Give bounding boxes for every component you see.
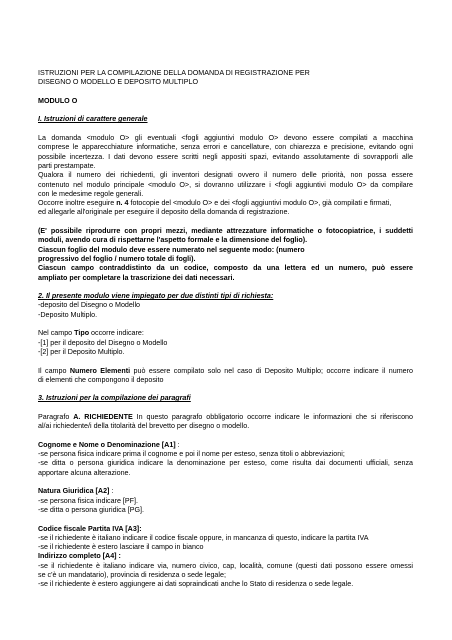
- tipo-item-1: -[1] per il deposito del Disegno o Modello: [38, 338, 168, 347]
- bold-note-line-5: Ciascun campo contraddistinto da un codice, composto da una lettera ed un numero, può essere: [38, 264, 413, 273]
- tipo-text-a: Nel campo: [38, 329, 75, 338]
- para-3-text-c: fotocopie del <modulo O> e dei <fogli aggiuntivi modulo O>, già compilati e firmati,: [128, 199, 392, 208]
- tipo-text-bold: Tipo: [74, 329, 90, 338]
- a3-line-1: -se il richiedente è italiano indicare il codice fiscale oppure, in mancanza di questo, indicare la partita IVA: [38, 533, 369, 542]
- section-1-para-2-line-2: contenuto nel modulo principale <modulo O>, si dovranno utilizzare i <fogli aggiuntivi modulo O> da compilare: [38, 180, 413, 189]
- section-1-para-1-line-3: possibile incertezza. I dati devono essere scritti negli appositi spazi, evitando assolutamente di sovrapporli alle: [38, 152, 413, 161]
- section-2-heading: 2. Il presente modulo viene impiegato per due distinti tipi di richiesta:: [38, 292, 274, 301]
- a2-line-2: -se ditta o persona giuridica [PG].: [38, 505, 144, 514]
- bold-note-line-3: Ciascun foglio del modulo deve essere numerato nel seguente modo: (numero: [38, 245, 305, 254]
- section-1-heading: I. Istruzioni di carattere generale: [38, 115, 148, 124]
- numero-elementi-line-2: di elementi che compongono il deposito: [38, 375, 164, 384]
- a2-heading-colon: :: [109, 487, 114, 496]
- section-2-item-2: -Deposito Multiplo.: [38, 310, 98, 319]
- section-1-para-3-line-1: [38, 199, 413, 208]
- a3-heading: Codice fiscale Partita IVA [A3]:: [38, 524, 142, 533]
- bold-note-line-1: (E' possibile riprodurre con propri mezzi, mediante attrezzature informatiche o fotocopiatrice, i suddetti: [38, 227, 413, 236]
- num-text-bold: Numero Elementi: [69, 366, 131, 375]
- tipo-text-c: occorre indicare:: [89, 329, 144, 338]
- a1-heading: [38, 441, 413, 450]
- par-a-text-c: In questo paragrafo obbligatorio occorre indicare le informazioni che si riferiscono: [132, 412, 414, 421]
- tipo-line: [38, 329, 413, 338]
- paragrafo-a-line-1: [38, 413, 413, 422]
- bold-note-line-6: ampliato per completare la trascrizione dei dati necessari.: [38, 273, 235, 282]
- document-body: [38, 69, 413, 590]
- a2-line-1: -se persona fisica indicare [PF].: [38, 496, 139, 505]
- section-1-para-2-line-3: con le medesime regole generali.: [38, 189, 144, 198]
- para-3-text-bold: n. 4: [116, 199, 129, 208]
- num-text-a: Il campo: [38, 366, 70, 375]
- section-1-para-1-line-2: comprese le apparecchiature informatiche, senza errori e cancellature, con chiarezza e precisione, evitando ogni: [38, 143, 413, 152]
- a1-line-3: apportare alcuna alterazione.: [38, 468, 131, 477]
- a1-line-1: -se persona fisica indicare prima il cognome e poi il nome per esteso, senza titoli o abbreviazioni;: [38, 450, 345, 459]
- para-3-text-a: Occorre inoltre eseguire: [38, 199, 117, 208]
- a4-line-2: se c'è un mandatario), provincia di residenza o sede legale;: [38, 571, 226, 580]
- document-title: [38, 69, 413, 88]
- a4-line-3: -se il richiedente è estero aggiungere ai dati sopraindicati anche lo Stato di residenza o sede legale.: [38, 580, 354, 589]
- a2-heading: [38, 487, 413, 496]
- a1-heading-text: Cognome e Nome o Denominazione [A1]: [38, 440, 176, 449]
- section-3-heading: 3. Istruzioni per la compilazione dei paragrafi: [38, 394, 191, 403]
- num-text-c: può essere compilato solo nel caso di Deposito Multiplo; occorre indicare il numero: [130, 366, 413, 375]
- numero-elementi-line-1: [38, 367, 413, 376]
- tipo-item-2: -[2] per il Deposito Multiplo.: [38, 347, 125, 356]
- section-1-para-3-line-2: ed allegarle all'originale per eseguire il deposito della domanda di registrazione.: [38, 208, 290, 217]
- a4-line-1: -se il richiedente è italiano indicare via, numero civico, cap, località, comune (questi dati possono essere omessi: [38, 561, 413, 570]
- a1-line-2: -se ditta o persona giuridica indicare la denominazione per esteso, come risulta dai documenti ufficiali, senza: [38, 459, 413, 468]
- bold-note-line-2: moduli, avendo cura di rispettarne l'aspetto formale e la dimensione del foglio).: [38, 236, 308, 245]
- bold-note-line-4: progressivo del foglio / numero totale di fogli).: [38, 254, 196, 263]
- section-2-item-1: -deposito del Disegno o Modello: [38, 301, 141, 310]
- module-heading: MODULO O: [38, 96, 78, 105]
- par-a-text-bold: A. RICHIEDENTE: [73, 412, 133, 421]
- a4-heading: Indirizzo completo [A4] :: [38, 552, 121, 561]
- a3-line-2: -se il richiedente è estero lasciare il campo in bianco: [38, 543, 204, 552]
- paragrafo-a-line-2: al/ai richiedente/i della titolarità del brevetto per disegno o modello.: [38, 422, 250, 431]
- section-1-para-2-line-1: Qualora il numero dei richiedenti, gli inventori designati ovvero il numero delle priorità, non possa essere: [38, 171, 413, 180]
- section-1-para-1-line-1: La domanda <modulo O> gli eventuali <fogli aggiuntivi modulo O> devono essere compilati a macchina: [38, 134, 413, 143]
- title-line-1: ISTRUZIONI PER LA COMPILAZIONE DELLA DOMANDA DI REGISTRAZIONE PER: [38, 69, 310, 77]
- a2-heading-text: Natura Giuridica [A2]: [38, 487, 110, 496]
- par-a-text-a: Paragrafo: [38, 412, 74, 421]
- a1-heading-colon: :: [175, 440, 180, 449]
- title-line-2: DISEGNO O MODELLO E DEPOSITO MULTIPLO: [38, 78, 199, 87]
- section-1-para-1-line-4: parti prestampate.: [38, 161, 96, 170]
